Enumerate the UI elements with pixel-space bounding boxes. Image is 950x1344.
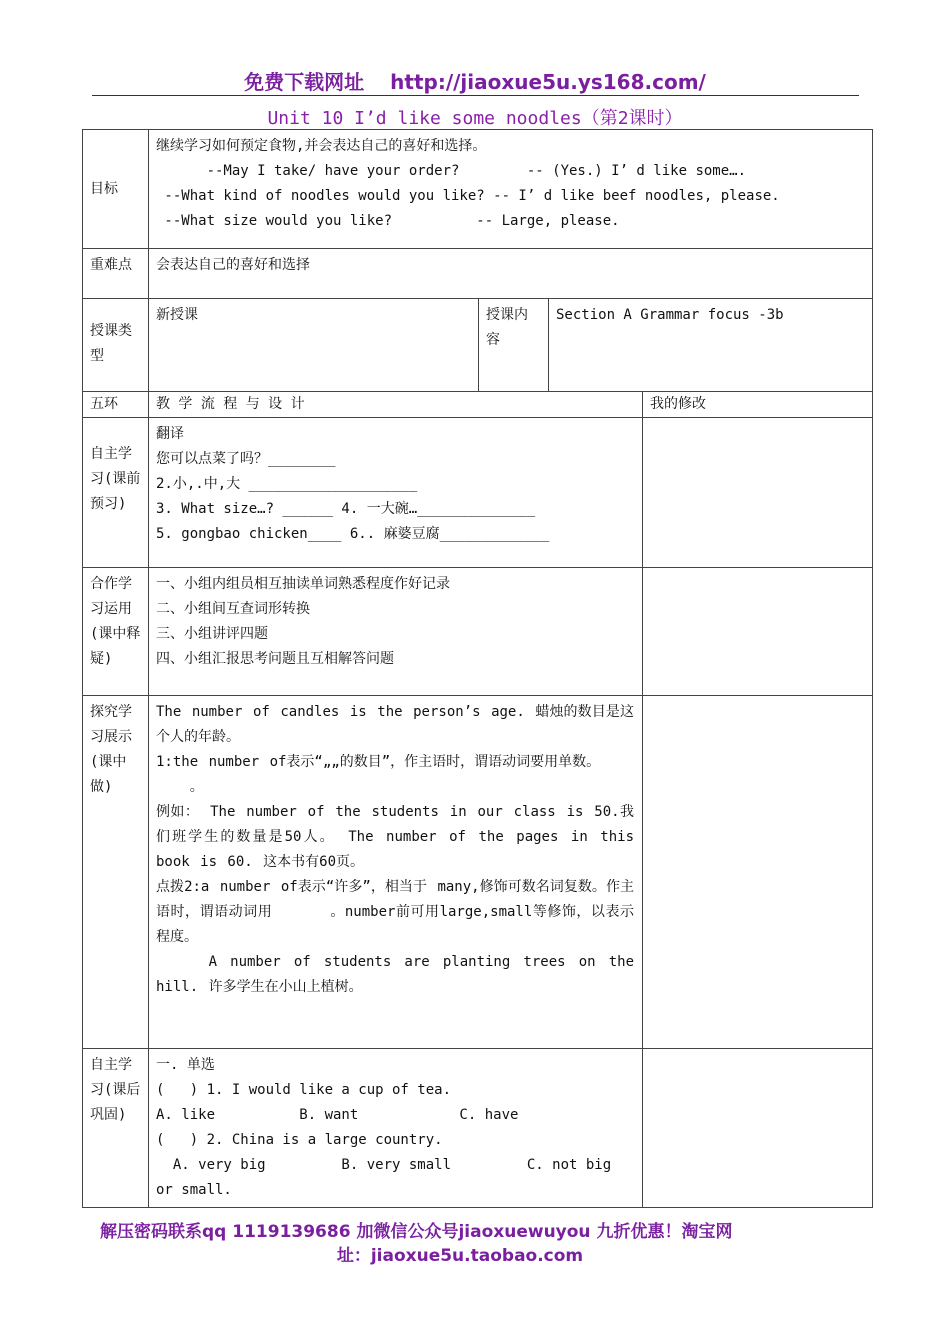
explore-paragraph: 例如： The number of the students in our class is 50.我们班学生的数量是50人。 The number of the pages in this book is 60. 这本书有60页。 [156, 804, 634, 870]
coop-line: 二、小组间互查词形转换 [156, 601, 310, 617]
lesson-plan-table [82, 129, 873, 1208]
page-header [0, 66, 950, 95]
goal-line: 继续学习如何预定食物,并会表达自己的喜好和选择。 [156, 138, 487, 154]
coop-notes [643, 568, 873, 696]
preview-line: 3. What size…? ______ 4. 一大碗…______________ [156, 501, 536, 517]
review-line: ( ) 2. China is a large country. [156, 1132, 443, 1148]
goal-label: 目标 [83, 130, 149, 249]
header-divider [92, 95, 859, 96]
row-five [83, 392, 873, 418]
explore-paragraph: 1:the number of表示“„„的数目”，作主语时，谓语动词要用单数。 [156, 754, 601, 770]
preview-content [149, 418, 643, 568]
coop-line: 三、小组讲评四题 [156, 626, 268, 642]
explore-paragraph: A number of students are planting trees on the hill. 许多学生在小山上植树。 [156, 954, 645, 995]
download-url[interactable]: http://jiaoxue5u.ys168.com/ [390, 70, 706, 94]
row-preview [83, 418, 873, 568]
preview-line: 5. gongbao chicken____ 6.. 麻婆豆腐_____________ [156, 526, 550, 542]
footer-line-1: 解压密码联系qq 1119139686 加微信公众号jiaoxuewuyou 九折优惠！淘宝网 [100, 1222, 733, 1242]
mine-header: 我的修改 [643, 392, 873, 418]
review-content [149, 1049, 643, 1208]
footer-line-2[interactable]: 址：jiaoxue5u.taobao.com [336, 1246, 584, 1266]
explore-notes [643, 696, 873, 1049]
type-label: 授课类型 [83, 299, 149, 392]
goal-line: --What kind of noodles would you like? -- I’ d like beef noodles, please. [156, 188, 780, 204]
content-label: 授课内容 [479, 299, 549, 392]
explore-paragraph: The number of candles is the person’s age. 蜡烛的数目是这个人的年龄。 [156, 704, 634, 745]
review-notes [643, 1049, 873, 1208]
explore-paragraph: 。 [156, 779, 204, 795]
row-review [83, 1049, 873, 1208]
explore-label: 探究学习展示(课中做) [83, 696, 149, 1049]
goal-line: --May I take/ have your order? -- (Yes.) I’ d like some…. [156, 163, 747, 179]
review-line: ( ) 1. I would like a cup of tea. [156, 1082, 452, 1098]
row-coop [83, 568, 873, 696]
review-line: A. like B. want C. have [156, 1107, 519, 1123]
five-label: 五环 [83, 392, 149, 418]
review-label: 自主学习(课后巩固) [83, 1049, 149, 1208]
review-line: A. very big B. very small C. not big or small. [156, 1157, 620, 1198]
row-key [83, 249, 873, 299]
preview-notes [643, 418, 873, 568]
goal-line: --What size would you like? -- Large, please. [156, 213, 620, 229]
row-goal [83, 130, 873, 249]
preview-line: 您可以点菜了吗？________ [156, 451, 336, 467]
goal-content [149, 130, 873, 249]
preview-label: 自主学习(课前预习) [83, 418, 149, 568]
coop-content [149, 568, 643, 696]
content-value: Section A Grammar focus -3b [549, 299, 873, 392]
row-type [83, 299, 873, 392]
download-label: 免费下载网址 [244, 70, 365, 94]
key-label: 重难点 [83, 249, 149, 299]
review-line: 一. 单选 [156, 1057, 215, 1073]
coop-label: 合作学习运用(课中释疑) [83, 568, 149, 696]
explore-paragraph: 点拨2:a number of表示“许多”，相当于 many,修饰可数名词复数。作主语时，谓语动词用 。number前可用large,small等修饰，以表示程度。 [156, 879, 634, 945]
row-explore [83, 696, 873, 1049]
page-title: Unit 10 I’d like some noodles（第2课时） [267, 108, 683, 129]
page-footer [100, 1220, 860, 1268]
explore-content [149, 696, 643, 1049]
flow-header: 教 学 流 程 与 设 计 [149, 392, 643, 418]
coop-line: 一、小组内组员相互抽读单词熟悉程度作好记录 [156, 576, 450, 592]
preview-line: 2.小,.中,大 ____________________ [156, 476, 418, 492]
coop-line: 四、小组汇报思考问题且互相解答问题 [156, 651, 394, 667]
preview-line: 翻译 [156, 426, 184, 442]
type-value: 新授课 [149, 299, 479, 392]
key-content: 会表达自己的喜好和选择 [149, 249, 873, 299]
